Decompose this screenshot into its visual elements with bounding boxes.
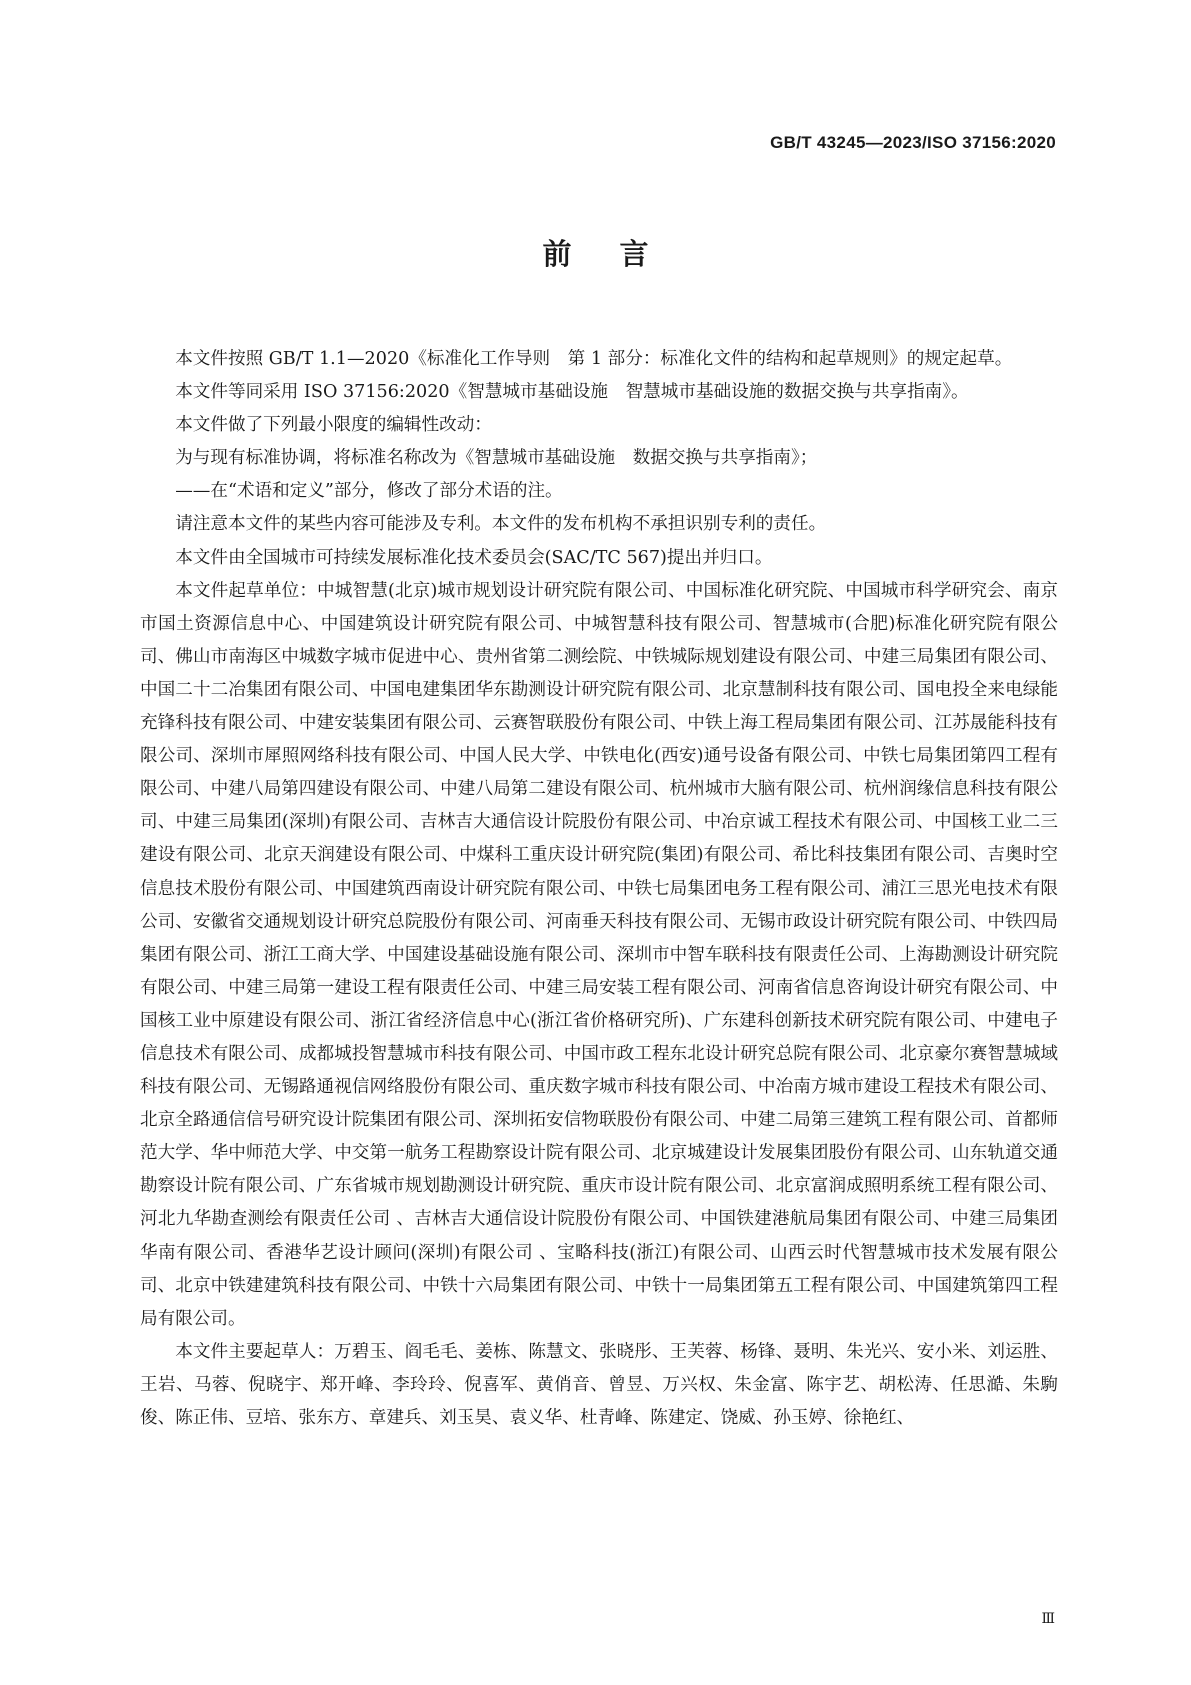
body-text bbox=[140, 343, 1058, 1435]
paragraph-adoption: 本文件等同采用 ISO 37156:2020《智慧城市基础设施 智慧城市基础设施的数据交换与共享指南》。 bbox=[175, 382, 969, 403]
paragraph-terms-note: ——在“术语和定义”部分，修改了部分术语的注。 bbox=[175, 481, 563, 502]
standard-number: GB/T 43245—2023/ISO 37156:2020 bbox=[770, 133, 1056, 152]
paragraph-drafting-units: 本文件起草单位：中城智慧(北京)城市规划设计研究院有限公司、中国标准化研究院、中国城市科学研究会、南京市国土资源信息中心、中国建筑设计研究院有限公司、中城智慧科技有限公司、智慧城市(合肥)标准化研究院有限公司、佛山市南海区中城数字城市促进中心、贵州省第二测绘院、中铁城际规划建设有限公司、中建三局集团有限公司、中国二十二冶集团有限公司、中国电建集团华东勘测设计研究院有限公司、北京慧制科技有限公司、国电投全来电绿能充锋科技有限公司、中建安装集团有限公司、云赛智联股份有限公司、中铁上海工程局集团有限公司、江苏晟能科技有限公司、深圳市犀照网络科技有限公司、中国人民大学、中铁电化(西安)通号设备有限公司、中铁七局集团第四工程有限公司、中建八局第四建设有限公司、中建八局第二建设有限公司、杭州城市大脑有限公司、杭州润缘信息科技有限公司、中建三局集团(深圳)有限公司、吉林吉大通信设计院股份有限公司、中冶京诚工程技术有限公司、中国核工业二三建设有限公司、北京天润建设有限公司、中煤科工重庆设计研究院(集团)有限公司、希比科技集团有限公司、吉奥时空信息技术股份有限公司、中国建筑西南设计研究院有限公司、中铁七局集团电务工程有限公司、浦江三思光电技术有限公司、安徽省交通规划设计研究总院股份有限公司、河南垂天科技有限公司、无锡市政设计研究院有限公司、中铁四局集团有限公司、浙江工商大学、中国建设基础设施有限公司、深圳市中智车联科技有限责任公司、上海勘测设计研究院有限公司、中建三局第一建设工程有限责任公司、中建三局安装工程有限公司、河南省信息咨询设计研究有限公司、中国核工业中原建设有限公司、浙江省经济信息中心(浙江省价格研究所)、广东建科创新技术研究院有限公司、中建电子信息技术有限公司、成都城投智慧城市科技有限公司、中国市政工程东北设计研究总院有限公司、北京豪尔赛智慧城域科技有限公司、无锡路通视信网络股份有限公司、重庆数字城市科技有限公司、中冶南方城市建设工程技术有限公司、北京全路通信信号研究设计院集团有限公司、深圳拓安信物联股份有限公司、中建二局第三建筑工程有限公司、首都师范大学、华中师范大学、中交第一航务工程勘察设计院有限公司、北京城建设计发展集团股份有限公司、山东轨道交通勘察设计院有限公司、广东省城市规划勘测设计研究院、重庆市设计院有限公司、北京富润成照明系统工程有限公司、河北九华勘查测绘有限责任公司 、吉林吉大通信设计院股份有限公司、中国铁建港航局集团有限公司、中建三局集团华南有限公司、香港华艺设计顾问(深圳)有限公司 、宝略科技(浙江)有限公司、山西云时代智慧城市技术发展有限公司、北京中铁建建筑科技有限公司、中铁十六局集团有限公司、中铁十一局集团第五工程有限公司、中国建筑第四工程局有限公司。 bbox=[140, 580, 1058, 1329]
paragraph-proposer: 本文件由全国城市可持续发展标准化技术委员会(SAC/TC 567)提出并归口。 bbox=[175, 547, 773, 568]
page-number: Ⅲ bbox=[1041, 1611, 1055, 1627]
paragraph-editorial-changes: 本文件做了下列最小限度的编辑性改动： bbox=[175, 415, 492, 436]
paragraph-drafting-rules: 本文件按照 GB/T 1.1—2020《标准化工作导则 第 1 部分：标准化文件的结构和起草规则》的规定起草。 bbox=[175, 349, 1013, 369]
paragraph-main-drafters: 本文件主要起草人：万碧玉、阎毛毛、姜栋、陈慧文、张晓彤、王芙蓉、杨锋、聂明、朱光兴、安小米、刘运胜、王岩、马蓉、倪晓宇、郑开峰、李玲玲、倪喜军、黄俏音、曾昱、万兴权、朱金富、陈宇艺、胡松涛、任思澔、朱駒俊、陈正伟、豆培、张东方、章建兵、刘玉昊、袁义华、杜青峰、陈建定、饶威、孙玉婷、徐艳红、 bbox=[140, 1341, 1058, 1428]
page-title: 前言 bbox=[542, 237, 697, 271]
paragraph-name-change: 为与现有标准协调，将标准名称改为《智慧城市基础设施 数据交换与共享指南》； bbox=[175, 448, 818, 469]
paragraph-patent-notice: 请注意本文件的某些内容可能涉及专利。本文件的发布机构不承担识别专利的责任。 bbox=[175, 514, 827, 535]
